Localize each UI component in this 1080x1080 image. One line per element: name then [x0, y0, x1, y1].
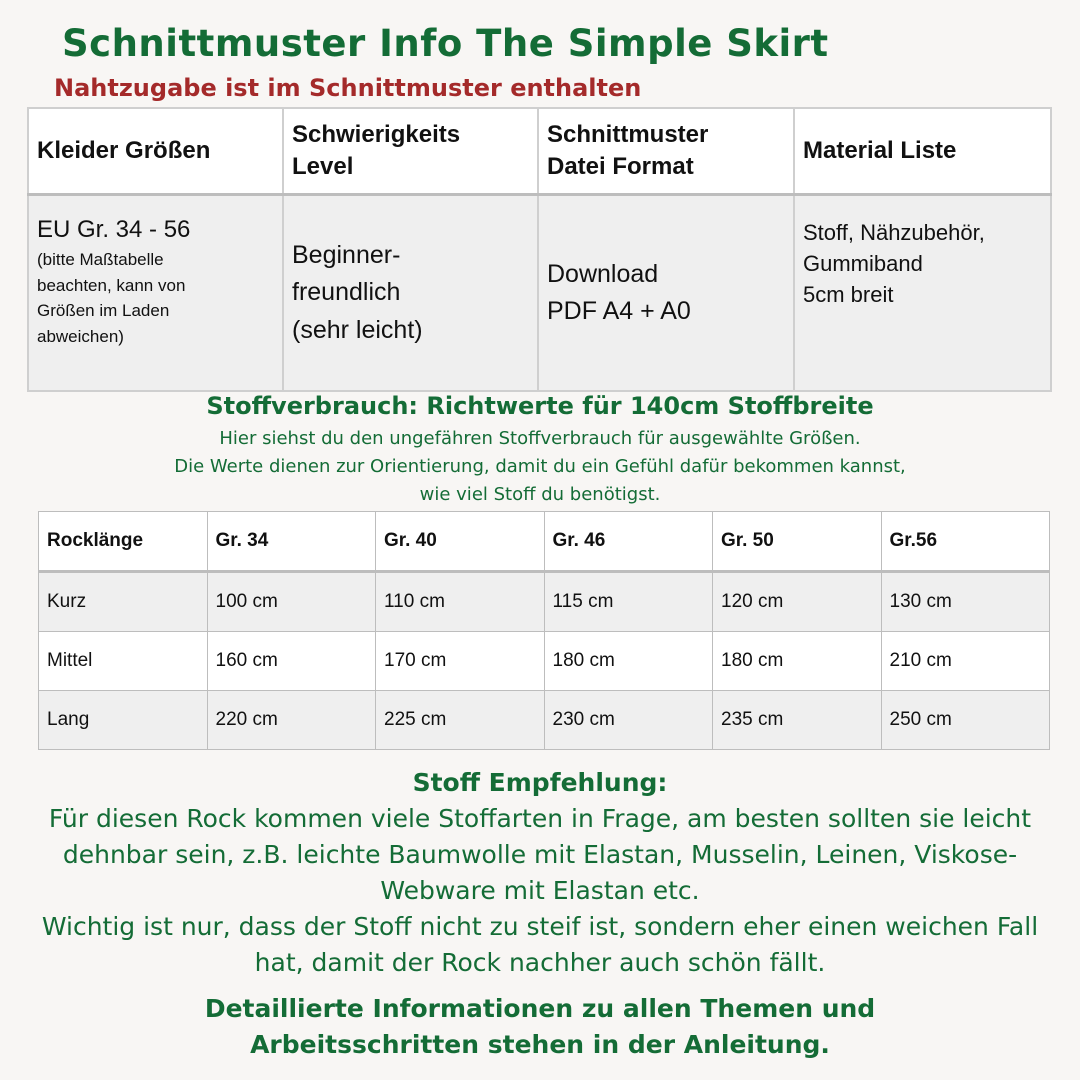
cell-format: Download PDF A4 + A0 — [538, 195, 794, 392]
fabric-intro-line: Die Werte dienen zur Orientierung, damit du ein Gefühl dafür bekommen kannst, — [174, 456, 906, 477]
table-cell: 225 cm — [376, 691, 545, 750]
footer-line: Arbeitsschritten stehen in der Anleitung. — [250, 1030, 830, 1059]
sizes-main: EU Gr. 34 - 56 — [37, 216, 191, 243]
table-cell: 235 cm — [713, 691, 882, 750]
page-subtitle: Nahtzugabe ist im Schnittmuster enthalten — [54, 74, 642, 102]
table-cell: 110 cm — [376, 572, 545, 632]
header-level: Schwierigkeits Level — [283, 108, 538, 195]
table-cell: 220 cm — [207, 691, 376, 750]
fabric-table — [38, 511, 1050, 750]
recommendation-line: Webware mit Elastan etc. — [380, 876, 700, 905]
col-header: Gr. 46 — [544, 512, 713, 572]
table-cell: 130 cm — [881, 572, 1050, 632]
page-title: Schnittmuster Info The Simple Skirt — [62, 22, 829, 65]
header-sizes: Kleider Größen — [28, 108, 283, 195]
table-cell: 170 cm — [376, 632, 545, 691]
table-cell: Lang — [39, 691, 208, 750]
table-cell: 210 cm — [881, 632, 1050, 691]
fabric-intro-line: wie viel Stoff du benötigst. — [419, 484, 661, 505]
recommendation-line: dehnbar sein, z.B. leichte Baumwolle mit Elastan, Musselin, Leinen, Viskose- — [62, 840, 1018, 869]
cell-sizes — [28, 195, 283, 392]
info-header-row — [28, 108, 1051, 195]
header-materials: Material Liste — [794, 108, 1051, 195]
footer-line: Detaillierte Informationen zu allen Themen und — [204, 994, 876, 1023]
fabric-heading: Stoffverbrauch: Richtwerte für 140cm Stoffbreite — [206, 392, 874, 420]
header-format: Schnittmuster Datei Format — [538, 108, 794, 195]
recommendation-line: hat, damit der Rock nachher auch schön fällt. — [254, 948, 826, 977]
recommendation-paragraph-2 — [20, 909, 1060, 981]
info-table — [27, 107, 1052, 392]
table-row — [39, 691, 1050, 750]
table-row — [39, 572, 1050, 632]
table-cell: 115 cm — [544, 572, 713, 632]
recommendation-heading: Stoff Empfehlung: — [412, 768, 668, 797]
recommendation-paragraph-1 — [20, 801, 1060, 909]
table-row — [39, 632, 1050, 691]
table-cell: 180 cm — [544, 632, 713, 691]
fabric-intro — [0, 425, 1080, 509]
table-cell: 180 cm — [713, 632, 882, 691]
table-cell: 160 cm — [207, 632, 376, 691]
recommendation-line: Wichtig ist nur, dass der Stoff nicht zu steif ist, sondern eher einen weichen Fall — [41, 912, 1039, 941]
table-cell: 120 cm — [713, 572, 882, 632]
sizes-note: (bitte Maßtabelle beachten, kann von Größen im Laden abweichen) — [37, 250, 186, 346]
cell-materials: Stoff, Nähzubehör, Gummiband 5cm breit — [794, 195, 1051, 392]
table-cell: 250 cm — [881, 691, 1050, 750]
table-cell: 100 cm — [207, 572, 376, 632]
cell-level: Beginner- freundlich (sehr leicht) — [283, 195, 538, 392]
recommendation-line: Für diesen Rock kommen viele Stoffarten in Frage, am besten sollten sie leicht — [48, 804, 1032, 833]
footer-note — [0, 991, 1080, 1063]
table-cell: Mittel — [39, 632, 208, 691]
fabric-header-row — [39, 512, 1050, 572]
fabric-intro-line: Hier siehst du den ungefähren Stoffverbrauch für ausgewählte Größen. — [219, 428, 861, 449]
col-header: Gr. 40 — [376, 512, 545, 572]
table-cell: Kurz — [39, 572, 208, 632]
col-header: Gr. 50 — [713, 512, 882, 572]
col-header: Gr. 34 — [207, 512, 376, 572]
info-value-row — [28, 195, 1051, 392]
table-cell: 230 cm — [544, 691, 713, 750]
col-header: Rocklänge — [39, 512, 208, 572]
col-header: Gr.56 — [881, 512, 1050, 572]
